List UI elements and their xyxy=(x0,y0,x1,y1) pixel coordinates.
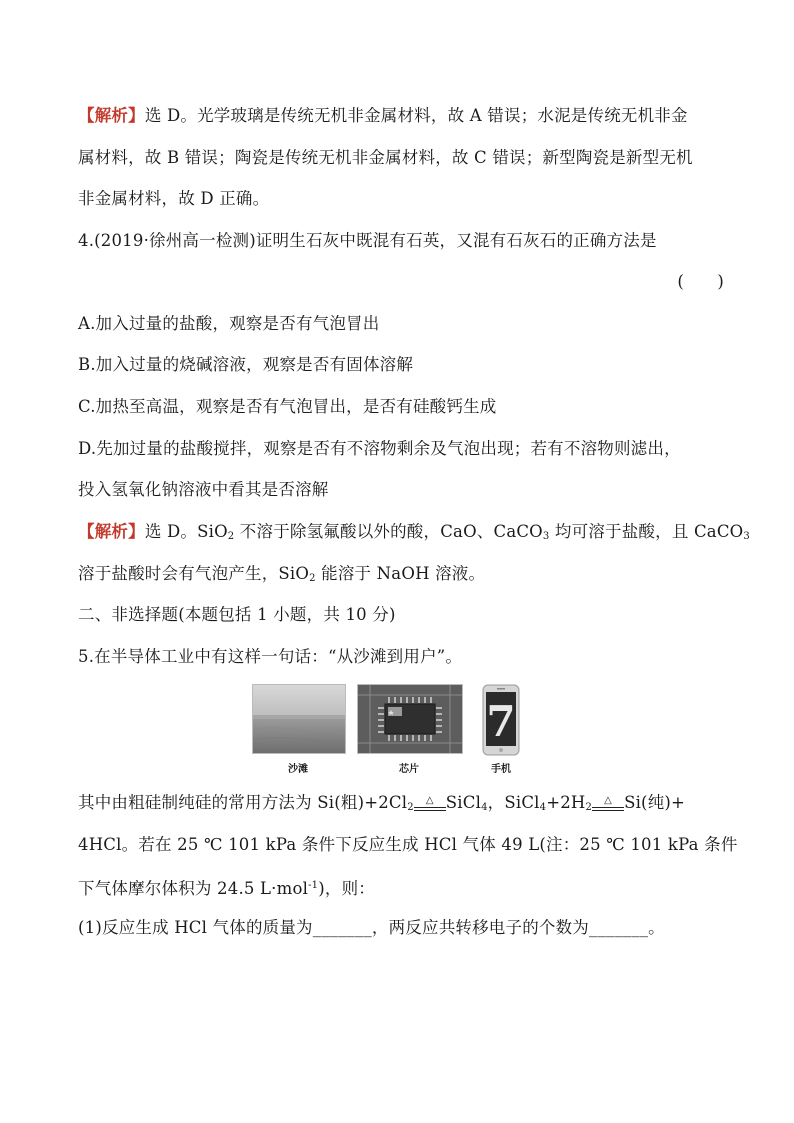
heating-equals-sign: △ xyxy=(592,796,624,811)
option-b: B.加入过量的烧碱溶液，观察是否有固体溶解 xyxy=(78,355,414,374)
phone-screen-digit: 7 xyxy=(486,697,516,746)
q5-subquestion-1: (1)反应生成 HCl 气体的质量为_______，两反应共转移电子的个数为_______。 xyxy=(78,918,665,937)
beach-figure xyxy=(252,684,346,758)
beach-photo xyxy=(252,684,346,754)
section-heading: 二、非选择题(本题包括 1 小题，共 10 分) xyxy=(78,605,396,624)
analysis-2-line-1: 【解析】选 D。SiO$_2$ 不溶于除氢氟酸以外的酸，CaO、CaCO$_3$ 均可溶于盐酸，且 CaCO$_3$ xyxy=(78,522,750,542)
analysis-tag: 【解析】 xyxy=(78,522,145,541)
chip-photo xyxy=(357,684,463,754)
chip-figure xyxy=(357,684,463,758)
analysis-1-line-2: 属材料，故 B 错误；陶瓷是传统无机非金属材料，故 C 错误；新型陶瓷是新型无机 xyxy=(78,148,693,167)
option-d-line-1: D.先加过量的盐酸搅拌，观察是否有不溶物剩余及气泡出现；若有不溶物则滤出， xyxy=(78,439,681,458)
caption-chip: 芯片 xyxy=(399,764,419,775)
phone-photo xyxy=(482,684,520,756)
q5-line-3: 下气体摩尔体积为 24.5 L·mol$^{-1}$)，则： xyxy=(78,879,375,898)
analysis-1-line-3: 非金属材料，故 D 正确。 xyxy=(78,189,270,208)
option-d-line-2: 投入氢氧化钠溶液中看其是否溶解 xyxy=(78,480,329,499)
phone-figure xyxy=(482,684,520,760)
q5-equation-line: 其中由粗硅制纯硅的常用方法为 Si(粗)$+2Cl_2$ △ SiCl$_4$，$SiCl_4+2H_2$ △ Si(纯)+ xyxy=(78,793,686,813)
analysis-tag: 【解析】 xyxy=(78,106,145,125)
caption-beach: 沙滩 xyxy=(288,764,308,775)
option-a: A.加入过量的盐酸，观察是否有气泡冒出 xyxy=(78,314,380,333)
question-5-stem: 5.在半导体工业中有这样一句话：“从沙滩到用户”。 xyxy=(78,647,463,666)
q5-line-2: 4HCl。若在 25 ℃ 101 kPa 条件下反应生成 HCl 气体 49 L(注：25 ℃ 101 kPa 条件 xyxy=(78,835,738,854)
caption-phone: 手机 xyxy=(491,764,511,775)
option-c: C.加热至高温，观察是否有气泡冒出，是否有硅酸钙生成 xyxy=(78,397,497,416)
analysis-2-line-2: 溶于盐酸时会有气泡产生，SiO$_2$ 能溶于 NaOH 溶液。 xyxy=(78,564,486,584)
heating-equals-sign: △ xyxy=(414,796,446,811)
question-4-stem: 4.(2019·徐州高一检测)证明生石灰中既混有石英，又混有石灰石的正确方法是 xyxy=(78,231,657,250)
answer-bracket: ( ) xyxy=(677,272,724,291)
analysis-1-line-1: 【解析】选 D。光学玻璃是传统无机非金属材料，故 A 错误；水泥是传统无机非金 xyxy=(78,106,688,125)
figure-row xyxy=(252,684,542,774)
